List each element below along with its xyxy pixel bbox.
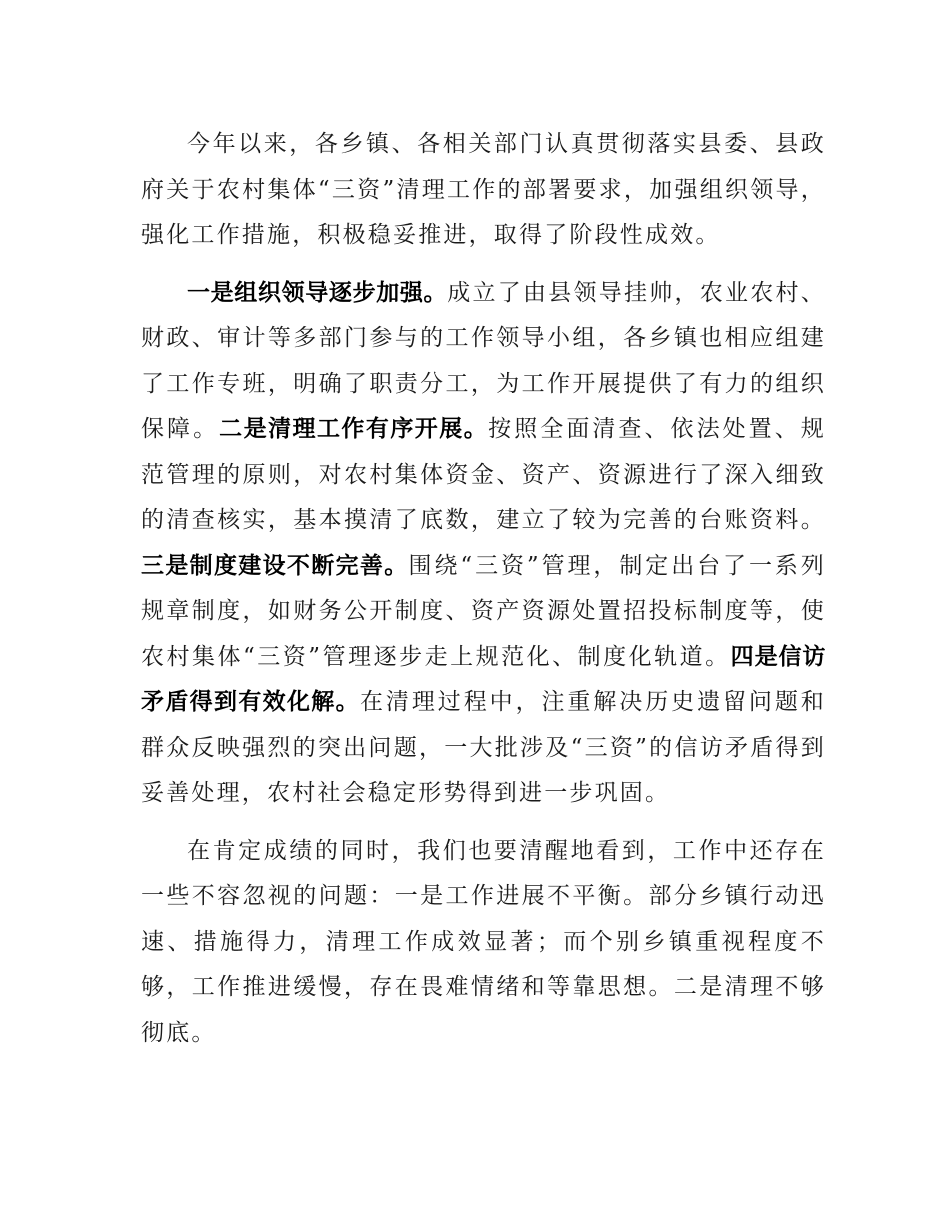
paragraph-text: 围绕“三资”管理，制定出台了一系列规章制度，如财务公开制度、资产资源处置招投标制度等，使农村集体“三资”管理逐步走上规范化、制度化轨道。: [141, 552, 827, 670]
paragraph-text: 今年以来，各乡镇、各相关部门认真贯彻落实县委、县政府关于农村集体“三资”清理工作的部署要求，加强组织领导，强化工作措施，积极稳妥推进，取得了阶段性成效。: [141, 131, 826, 248]
paragraph-text: 按照全面清查、依法处置、规范管理的原则，对农村集体资金、资产、资源进行了深入细致的清查核实，基本摸清了底数，建立了较为完善的台账资料。: [141, 416, 826, 533]
heading-one: 一是组织领导逐步加强。: [187, 279, 448, 306]
heading-two: 二是清理工作有序开展。: [219, 416, 489, 442]
paragraph-text: 在肯定成绩的同时，我们也要清醒地看到，工作中还存在一些不容忽视的问题：一是工作进展不平衡。部分乡镇行动迅速、措施得力，清理工作成效显著；而个别乡镇重视程度不够，工作推进缓慢，存在畏难情绪和等靠思想。二是清理不够彻底。: [141, 837, 826, 1046]
heading-three: 三是制度建设不断完善。: [141, 552, 409, 579]
paragraph-problems: [141, 829, 826, 1057]
paragraph-text: 在清理过程中，注重解决历史遗留问题和群众反映强烈的突出问题，一大批涉及“三资”的信访矛盾得到妥善处理，农村社会稳定形势得到进一步巩固。: [141, 689, 826, 806]
document-body: [141, 122, 826, 1068]
heading-four: 四是信访矛盾得到有效化解。: [141, 643, 826, 715]
paragraph-text: 成立了由县领导挂帅，农业农村、财政、审计等多部门参与的工作领导小组，各乡镇也相应组建了工作专班，明确了职责分工，为工作开展提供了有力的组织保障。: [141, 279, 826, 442]
paragraph-achievements: [141, 271, 826, 817]
paragraph-intro: [141, 122, 826, 259]
